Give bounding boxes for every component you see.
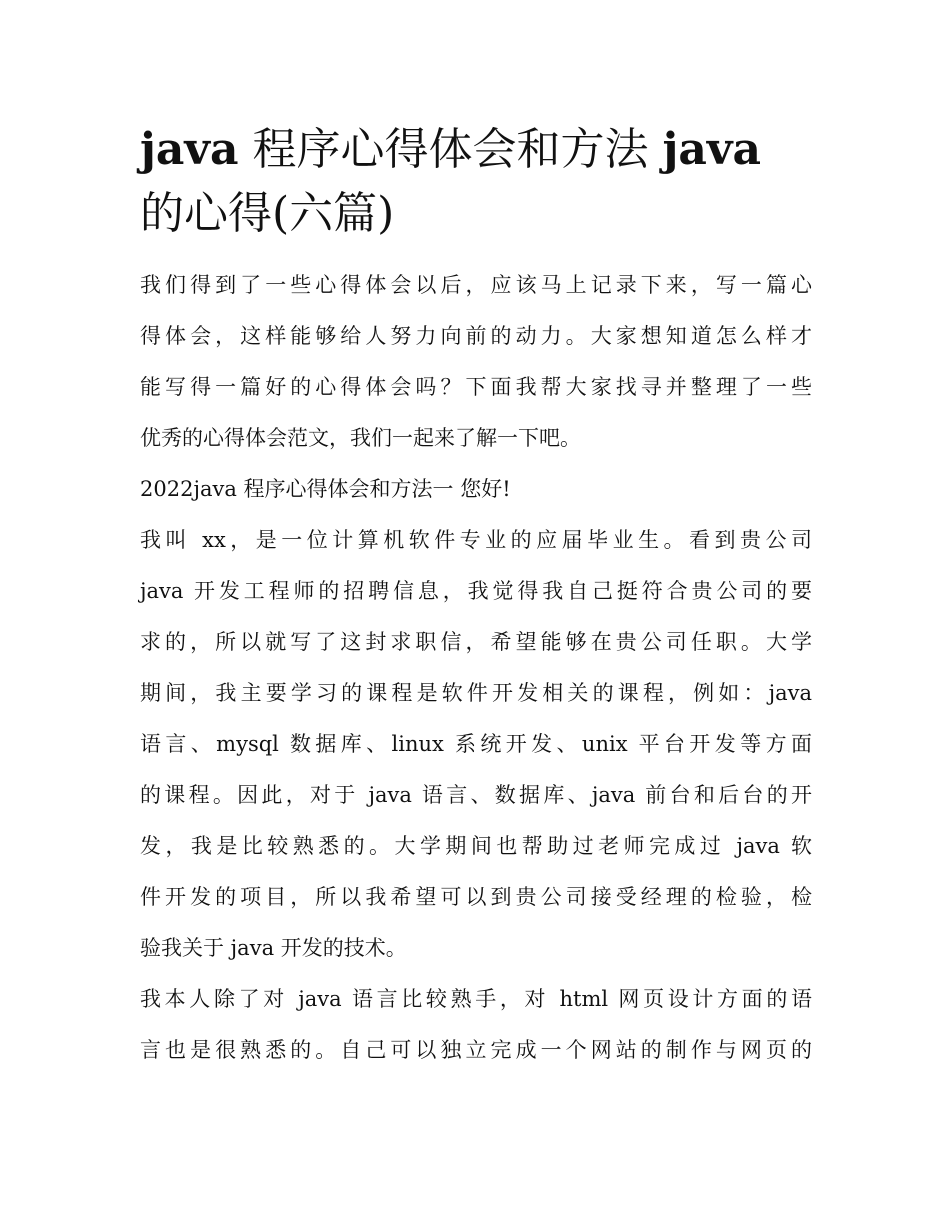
body-paragraph [140, 515, 812, 974]
text-line: 优秀的心得体会范文，我们一起来了解一下吧。 [140, 426, 581, 450]
title-text: 的心得(六篇) [140, 188, 395, 239]
document-title [140, 118, 812, 246]
title-text: 程序心得体会和方法 [238, 124, 663, 175]
intro-paragraph [140, 260, 812, 464]
text-line: 件开发的项目，所以我希望可以到贵公司接受经理的检验，检 [140, 885, 812, 909]
text-line: 验我关于 java 开发的技术。 [140, 936, 407, 960]
text-line: 求的，所以就写了这封求职信，希望能够在贵公司任职。大学 [140, 630, 812, 654]
text-line: 发，我是比较熟悉的。大学期间也帮助过老师完成过 java 软 [140, 834, 812, 858]
text-line: 得体会，这样能够给人努力向前的动力。大家想知道怎么样才 [140, 324, 812, 348]
title-line-1 [140, 118, 812, 182]
text-line: 期间，我主要学习的课程是软件开发相关的课程，例如：java [140, 681, 812, 705]
text-line: 言也是很熟悉的。自己可以独立完成一个网站的制作与网页的 [140, 1038, 812, 1062]
body-paragraph [140, 974, 812, 1076]
title-line-2 [140, 182, 812, 246]
text-line: 的课程。因此，对于 java 语言、数据库、java 前台和后台的开 [140, 783, 812, 807]
text-line: 我本人除了对 java 语言比较熟手，对 html 网页设计方面的语 [140, 987, 812, 1011]
text-line: 我们得到了一些心得体会以后，应该马上记录下来，写一篇心 [140, 273, 812, 297]
title-keyword: java [140, 124, 239, 175]
section-heading-paragraph [140, 464, 812, 515]
title-keyword: java [662, 124, 762, 175]
text-line: 能写得一篇好的心得体会吗？下面我帮大家找寻并整理了一些 [140, 375, 812, 399]
text-line: 我叫 xx，是一位计算机软件专业的应届毕业生。看到贵公司 [140, 528, 812, 552]
text-line: 语言、mysql 数据库、linux 系统开发、unix 平台开发等方面 [140, 732, 812, 756]
document-body [140, 118, 812, 1076]
text-line: java 开发工程师的招聘信息，我觉得我自己挺符合贵公司的要 [140, 579, 812, 603]
text-line: 2022java 程序心得体会和方法一 您好! [140, 477, 511, 501]
